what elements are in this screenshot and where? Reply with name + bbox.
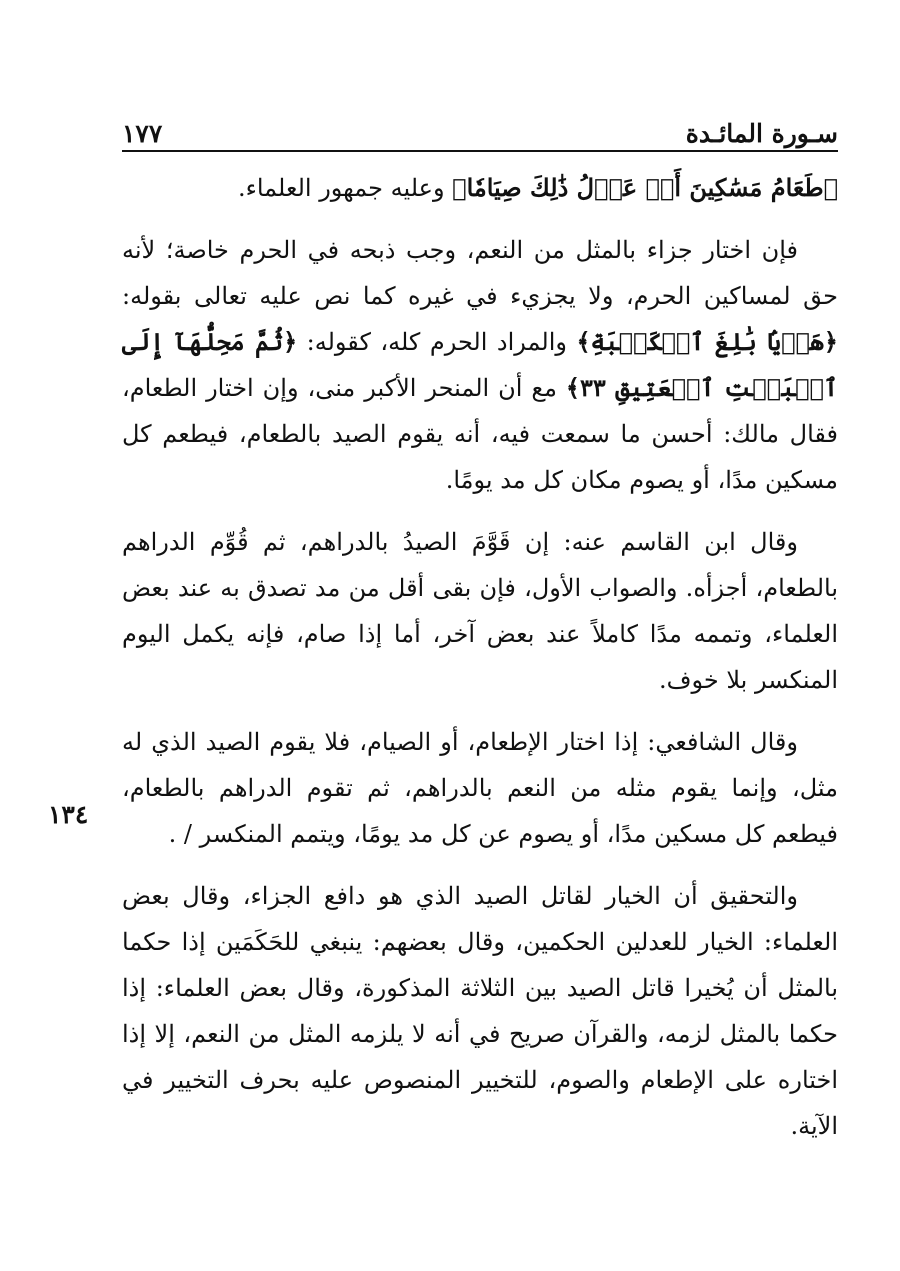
margin-page-reference: ١٣٤ [48,800,89,829]
paragraph-text: مع أن المنحر الأكبر منى، وإن اختار الطعام، فقال مالك: أحسن ما سمعت فيه، أنه يقوم الصيد بالطعام، فيطعم كل مسكين مدًا، أو يصوم مكان كل مد يومًا. [122,374,838,494]
paragraph-text: وعليه جمهور العلماء. [237,174,453,202]
body-text [122,165,838,1165]
paragraph-1 [122,165,838,211]
paragraph-3: وقال ابن القاسم عنه: إن قَوَّمَ الصيدُ بالدراهم، ثم قُوِّم الدراهم بالطعام، أجزأه. والصواب الأول، فإن بقى أقل من مد تصدق به عند بعض العلماء، وتممه مدًا كاملاً عند بعض آخر، أما إذا صام، فإنه يكمل اليوم المنكسر بلا خوف. [122,528,838,694]
quran-verse: ﴿طَعَامُ مَسَٰكِينَ أَوۡ عَدۡلُ ذَٰلِكَ صِيَامٗا﴾ [452,173,838,202]
running-header [122,102,838,152]
quran-verse: ﴿هَدۡيَۢا بَٰلِغَ ٱلۡكَعۡبَةِ﴾ [576,327,838,356]
paragraph-text: فإن اختار جزاء بالمثل من النعم، وجب ذبحه في الحرم خاصة؛ لأنه حق لمساكين الحرم، ولا يجزيء في غيره كما نص عليه تعالى بقوله: [122,236,838,310]
paragraph-text: والمراد الحرم كله، كقوله: [297,328,577,356]
paragraph-4: وقال الشافعي: إذا اختار الإطعام، أو الصيام، فلا يقوم الصيد الذي له مثل، وإنما يقوم مثله من النعم بالدراهم، ثم تقوم الدراهم بالطعام، فيطعم كل مسكين مدًا، أو يصوم عن كل مد يومًا، ويتمم المنكسر / . [122,728,838,848]
paragraph-2 [122,227,838,503]
paragraph-5: والتحقيق أن الخيار لقاتل الصيد الذي هو دافع الجزاء، وقال بعض العلماء: الخيار للعدلين الحكمين، وقال بعضهم: ينبغي للحَكَمَين إذا حكما بالمثل أن يُخيرا قاتل الصيد بين الثلاثة المذكورة، وقال بعض العلماء: إذا حكما بالمثل لزمه، والقرآن صريح في أنه لا يلزمه المثل من النعم، إلا إذا اختاره على الإطعام والصوم، للتخيير المنصوص عليه بحرف التخيير في الآية. [122,882,838,1140]
quran-verse: ﴿ثُمَّ مَحِلُّهَآ إِلَى ٱلۡبَيۡتِ ٱلۡعَتِيقِ ٣٣﴾ [122,327,839,402]
page-number: ١٧٧ [122,119,163,148]
surah-name: سـورة المائـدة [685,119,838,148]
